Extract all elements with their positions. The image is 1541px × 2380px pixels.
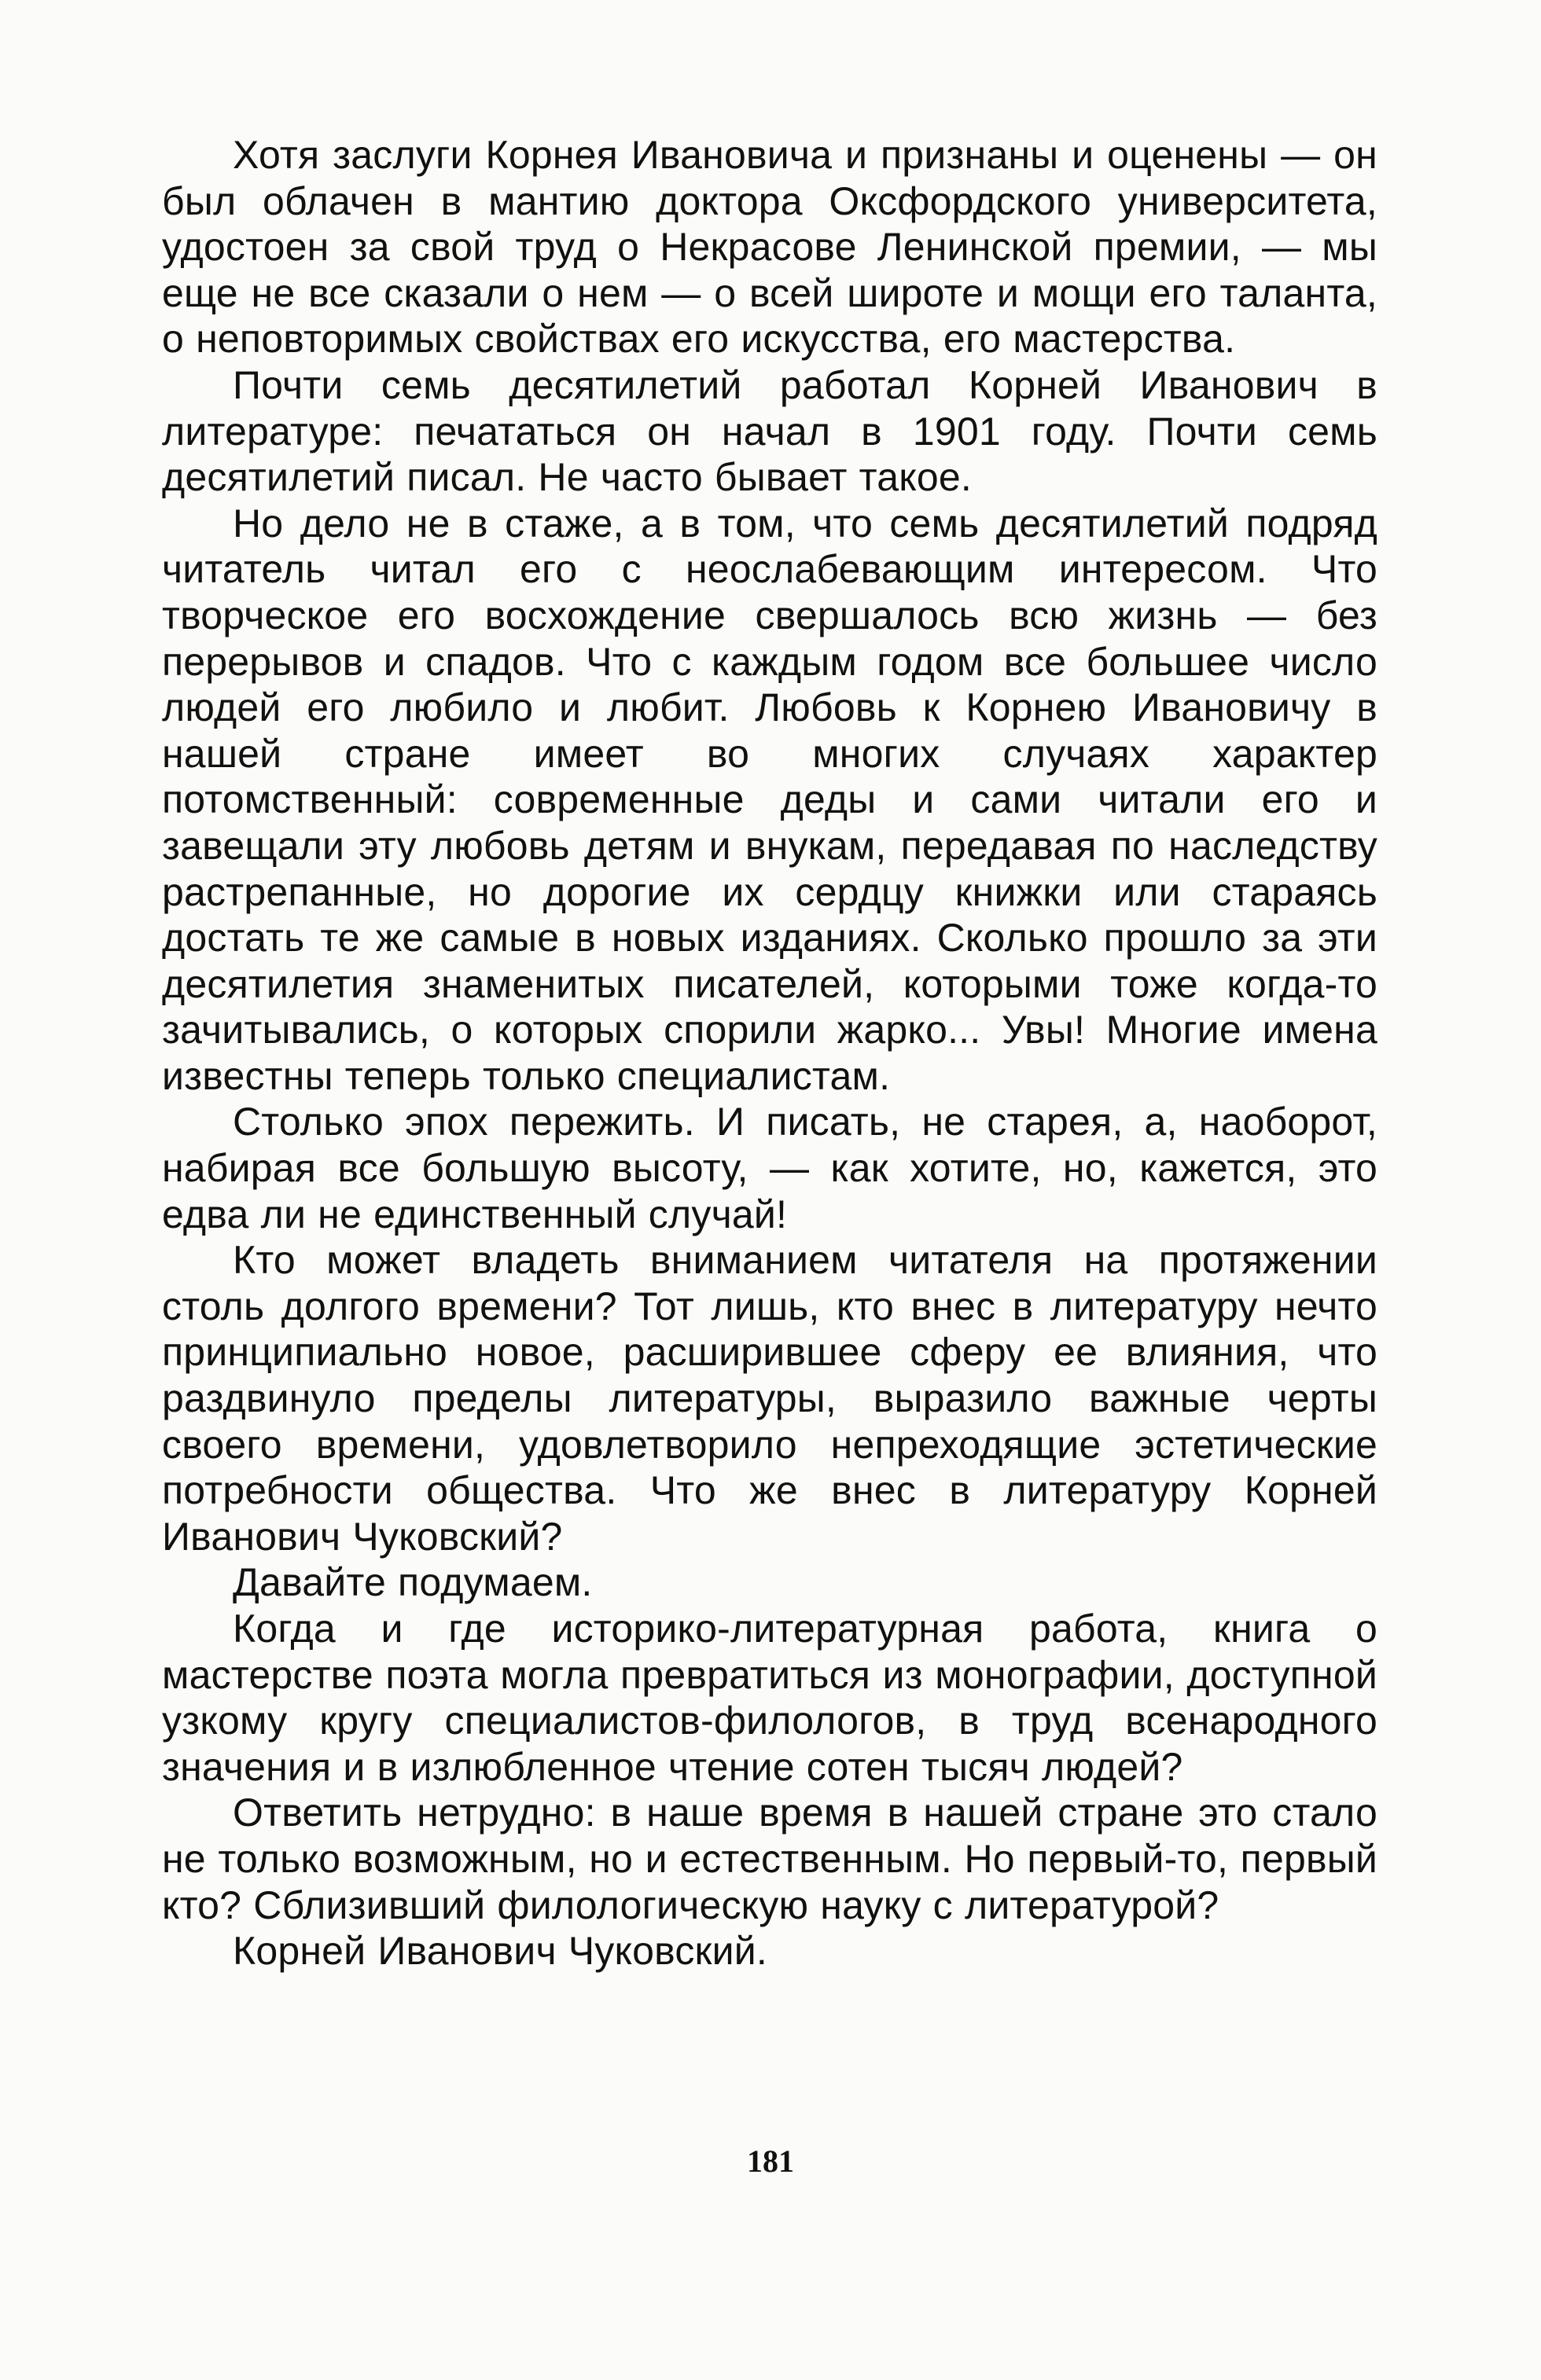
paragraph-6: Давайте подумаем. (233, 1560, 593, 1605)
paragraph-2: Почти семь десятилетий работал Корней Иванович в литературе: печататься он начал в 1901 году. Почти семь десятилетий писал. Не часто бывает такое. (162, 362, 1377, 500)
paragraph-4: Столько эпох пережить. И писать, не старея, а, наоборот, набирая все большую высоту, — как хотите, но, кажется, это едва ли не единственный случай! (162, 1100, 1377, 1236)
paragraph-5: Кто может владеть вниманием читателя на протяжении столь долгого времени? Тот лишь, кто внес в литературу нечто принципиально новое, расширившее сферу ее влияния, что раздвинуло пределы литературы, выразило важные черты своего времени, удовлетворило непреходящие эстетические потребности общества. Что же внес в литературу Корней Иванович Чуковский? (162, 1238, 1377, 1559)
paragraph-9: Корней Иванович Чуковский. (233, 1929, 767, 1974)
paragraph-3: Но дело не в стаже, а в том, что семь десятилетий подряд читатель читал его с неослабевающим интересом. Что творческое его восхождение свершалось всю жизнь — без перерывов и спадов. Что с каждым годом все большее число людей его любило и любит. Любовь к Корнею Ивановичу в нашей стране имеет во многих случаях характер потомственный: современные деды и сами читали его и завещали эту любовь детям и внукам, передавая по наследству растрепанные, но дорогие их сердцу книжки или стараясь достать те же самые в новых изданиях. Сколько прошло за эти десятилетия знаменитых писателей, которыми тоже когда-то зачитывались, о которых спорили жарко... Увы! Многие имена известны теперь только специалистам. (162, 501, 1377, 1098)
paragraph-7: Когда и где историко-литературная работа, книга о мастерстве поэта могла превратиться из монографии, доступной узкому кругу специалистов-филологов, в труд всенародного значения и в излюбленное чтение сотен тысяч людей? (162, 1607, 1377, 1789)
page-number: 181 (747, 2143, 794, 2179)
paragraph-1: Хотя заслуги Корнея Ивановича и признаны и оценены — он был облачен в мантию доктора Оксфордского университета, удостоен за свой труд о Некрасове Ленинской премии, — мы еще не все сказали о нем — о всей широте и мощи его таланта, о неповторимых свойствах его искусства, его мастерства. (162, 133, 1377, 362)
body-text (162, 132, 1377, 1974)
paragraph-8: Ответить нетрудно: в наше время в нашей стране это стало не только возможным, но и естественным. Но первый-то, первый кто? Сблизивший филологическую науку с литературой? (162, 1791, 1377, 1927)
